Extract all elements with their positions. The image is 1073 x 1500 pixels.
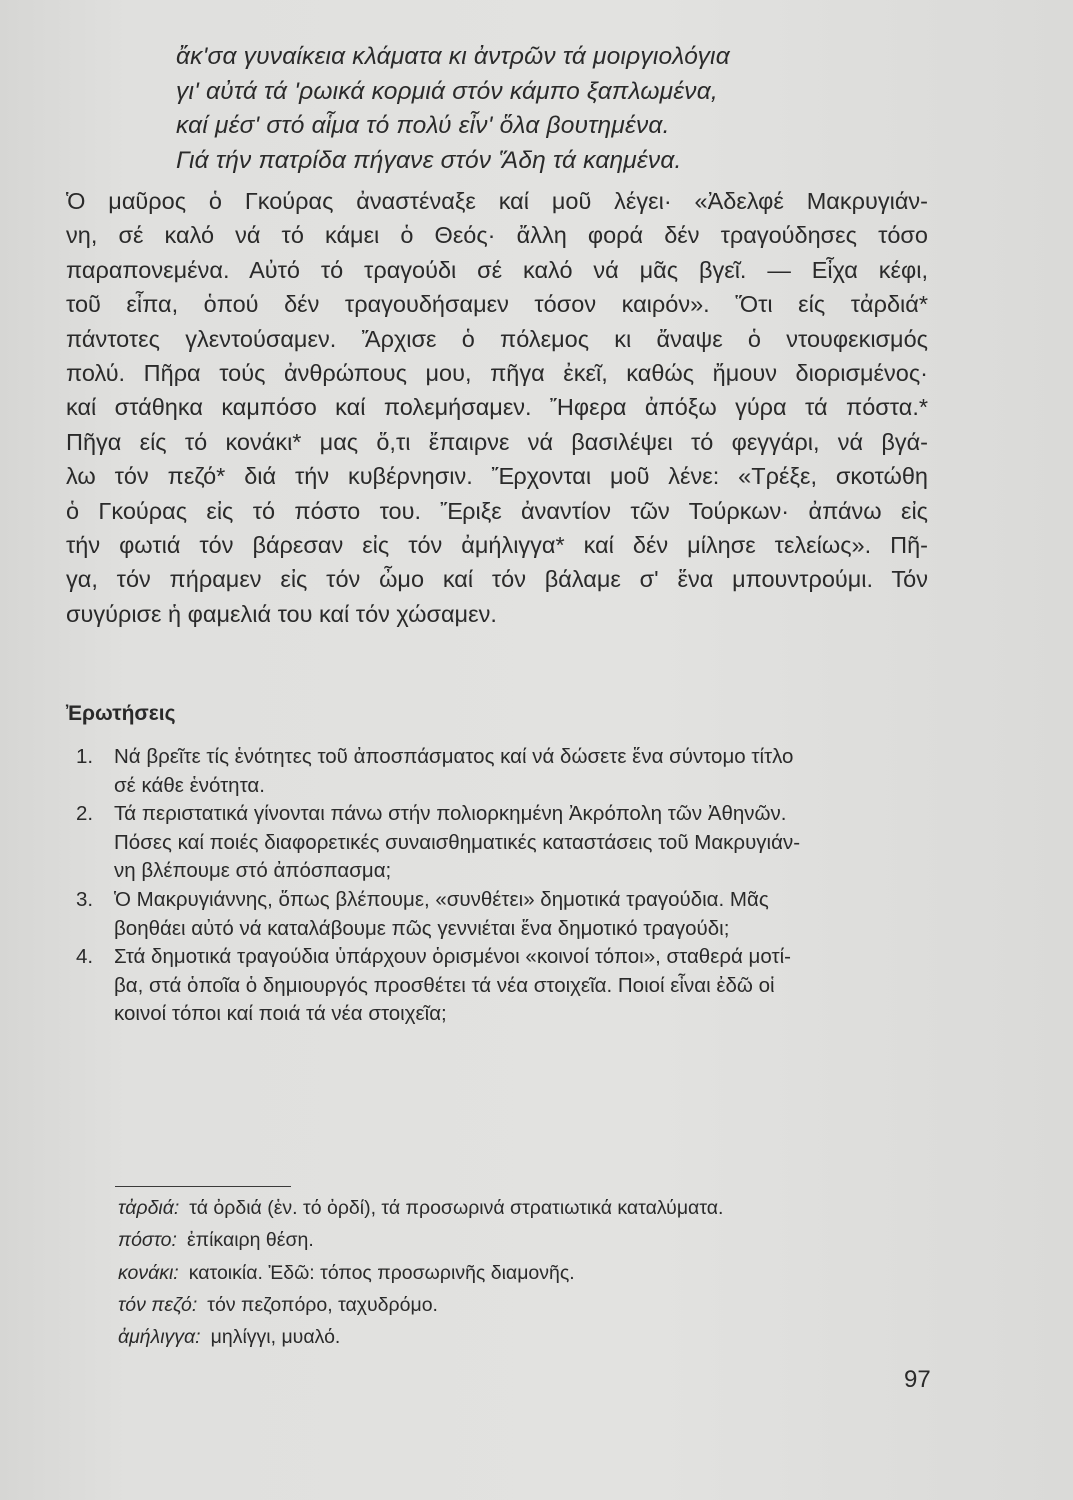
page-number: 97 bbox=[904, 1366, 931, 1393]
prose-line: τήν φωτιά τόν βάρεσαν εἰς τόν ἀμήλιγγα* καί δέν μίλησε τελείως». Πῆ- bbox=[66, 532, 928, 559]
poem-excerpt bbox=[176, 40, 730, 178]
prose-line: πολύ. Πῆρα τούς ἀνθρώπους μου, πῆγα ἐκεῖ, καθώς ἤμουν διορισμένος· bbox=[66, 360, 928, 387]
question-line: σέ κάθε ἑνότητα. bbox=[114, 773, 265, 797]
questions-list bbox=[76, 743, 936, 1029]
poem-line: Γιά τήν πατρίδα πήγανε στόν Ἅδη τά καημένα. bbox=[176, 146, 682, 174]
question-item bbox=[76, 800, 936, 886]
footnote-item bbox=[118, 1321, 723, 1353]
prose-line: ὁ Γκούρας εἰς τό πόστο του. Ἔριξε ἀναντίον τῶν Τούρκων· ἀπάνω εἰς bbox=[66, 497, 928, 524]
question-line: Ὁ Μακρυγιάννης, ὅπως βλέπουμε, «συνθέτει» δημοτικά τραγούδια. Μᾶς bbox=[114, 887, 769, 911]
footnote-term: ἀμήλιγγα: bbox=[118, 1326, 201, 1349]
question-item bbox=[76, 743, 936, 800]
footnote-definition: τά ὀρδιά (ἑν. τό ὀρδί), τά προσωρινά στρατιωτικά καταλύματα. bbox=[189, 1197, 724, 1219]
footnote-term: τόν πεζό: bbox=[118, 1293, 198, 1316]
prose-line: Ὁ μαῦρος ὁ Γκούρας ἀναστέναξε καί μοῦ λέγει· «Ἀδελφέ Μακρυγιάν- bbox=[66, 188, 928, 214]
prose-line: τοῦ εἶπα, ὁπού δέν τραγουδήσαμεν τόσον καιρόν». Ὅτι είς τἀρδιά* bbox=[66, 291, 928, 318]
poem-line: καί μέσ' στό αἷμα τό πολύ εἶν' ὅλα βουτημένα. bbox=[176, 112, 670, 139]
question-number: 2. bbox=[76, 802, 94, 826]
prose-line: πάντοτες γλεντούσαμεν. Ἄρχισε ὁ πόλεμος κι ἄναψε ὁ ντουφεκισμός bbox=[66, 325, 928, 352]
footnote-term: κονάκι: bbox=[118, 1261, 179, 1284]
question-line: βοηθάει αὐτό νά καταλάβουμε πῶς γεννιέται ἕνα δημοτικό τραγούδι; bbox=[114, 916, 730, 940]
poem-line: γι' αὐτά τά 'ρωικά κορμιά στόν κάμπο ξαπλωμένα, bbox=[176, 77, 718, 105]
question-number: 1. bbox=[76, 745, 94, 768]
footnote-item bbox=[118, 1192, 723, 1224]
footnote-divider bbox=[115, 1186, 291, 1187]
question-line: Τά περιστατικά γίνονται πάνω στήν πολιορκημένη Ἀκρόπολη τῶν Ἀθηνῶν. bbox=[114, 802, 787, 826]
question-line: κοινοί τόποι καί ποιά τά νέα στοιχεῖα; bbox=[114, 1002, 447, 1026]
footnote-definition: τόν πεζοπόρο, ταχυδρόμο. bbox=[207, 1293, 438, 1316]
footnote-term: τἀρδιά: bbox=[118, 1197, 180, 1219]
footnote-item bbox=[118, 1289, 723, 1321]
prose-line: Πῆγα είς τό κονάκι* μας ὅ,τι ἔπαιρνε νά βασιλέψει τό φεγγάρι, νά βγά- bbox=[66, 428, 928, 455]
question-line: βα, στά ὁποῖα ὁ δημιουργός προσθέτει τά νέα στοιχεῖα. Ποιοί εἶναι ἐδῶ οἱ bbox=[114, 973, 775, 997]
prose-line: γα, τόν πήραμεν εἰς τόν ὦμο καί τόν βάλαμε σ' ἕνα μπουντρούμι. Τόν bbox=[66, 566, 928, 593]
footnotes bbox=[118, 1192, 723, 1353]
question-number: 3. bbox=[76, 887, 94, 911]
questions-heading: Ἐρωτήσεις bbox=[66, 702, 176, 725]
footnote-definition: μηλίγγι, μυαλό. bbox=[210, 1326, 341, 1349]
prose-line: νη, σέ καλό νά τό κάμει ὁ Θεός· ἄλλη φορά δέν τραγούδησες τόσο bbox=[66, 222, 928, 249]
question-item bbox=[76, 886, 936, 943]
footnote-definition: κατοικία. Ἐδῶ: τόπος προσωρινῆς διαμονῆς. bbox=[188, 1261, 575, 1284]
prose-line: παραπονεμένα. Αὐτό τό τραγούδι σέ καλό νά μᾶς βγεῖ. — Εἶχα κέφι, bbox=[66, 256, 928, 283]
question-number: 4. bbox=[76, 945, 94, 969]
prose-paragraph bbox=[66, 184, 928, 631]
prose-line: καί στάθηκα καμπόσο καί πολεμήσαμεν. Ἤφερα ἀπόξω γύρα τά πόστα.* bbox=[66, 394, 928, 421]
question-line: Στά δημοτικά τραγούδια ὑπάρχουν ὁρισμένοι «κοινοί τόποι», σταθερά μοτί- bbox=[114, 945, 791, 969]
footnote-term: πόστο: bbox=[118, 1229, 177, 1252]
question-item bbox=[76, 943, 936, 1029]
question-line: νη βλέπουμε στό ἀπόσπασμα; bbox=[114, 859, 392, 883]
footnote-item bbox=[118, 1224, 723, 1256]
prose-line: λω τόν πεζό* διά τήν κυβέρνησιν. Ἔρχονται μοῦ λένε: «Τρέξε, σκοτώθη bbox=[66, 463, 928, 490]
question-line: Νά βρεῖτε τίς ἑνότητες τοῦ ἀποσπάσματος καί νά δώσετε ἕνα σύντομο τίτλο bbox=[114, 745, 794, 768]
question-line: Πόσες καί ποιές διαφορετικές συναισθηματικές καταστάσεις τοῦ Μακρυγιάν- bbox=[114, 830, 801, 854]
footnote-definition: ἐπίκαιρη θέση. bbox=[186, 1229, 314, 1252]
prose-line: συγύρισε ἡ φαμελιά του καί τόν χώσαμεν. bbox=[66, 600, 497, 627]
poem-line: ἄκ'σα γυναίκεια κλάματα κι ἀντρῶν τά μοιργιολόγια bbox=[176, 43, 730, 70]
footnote-item bbox=[118, 1257, 723, 1289]
